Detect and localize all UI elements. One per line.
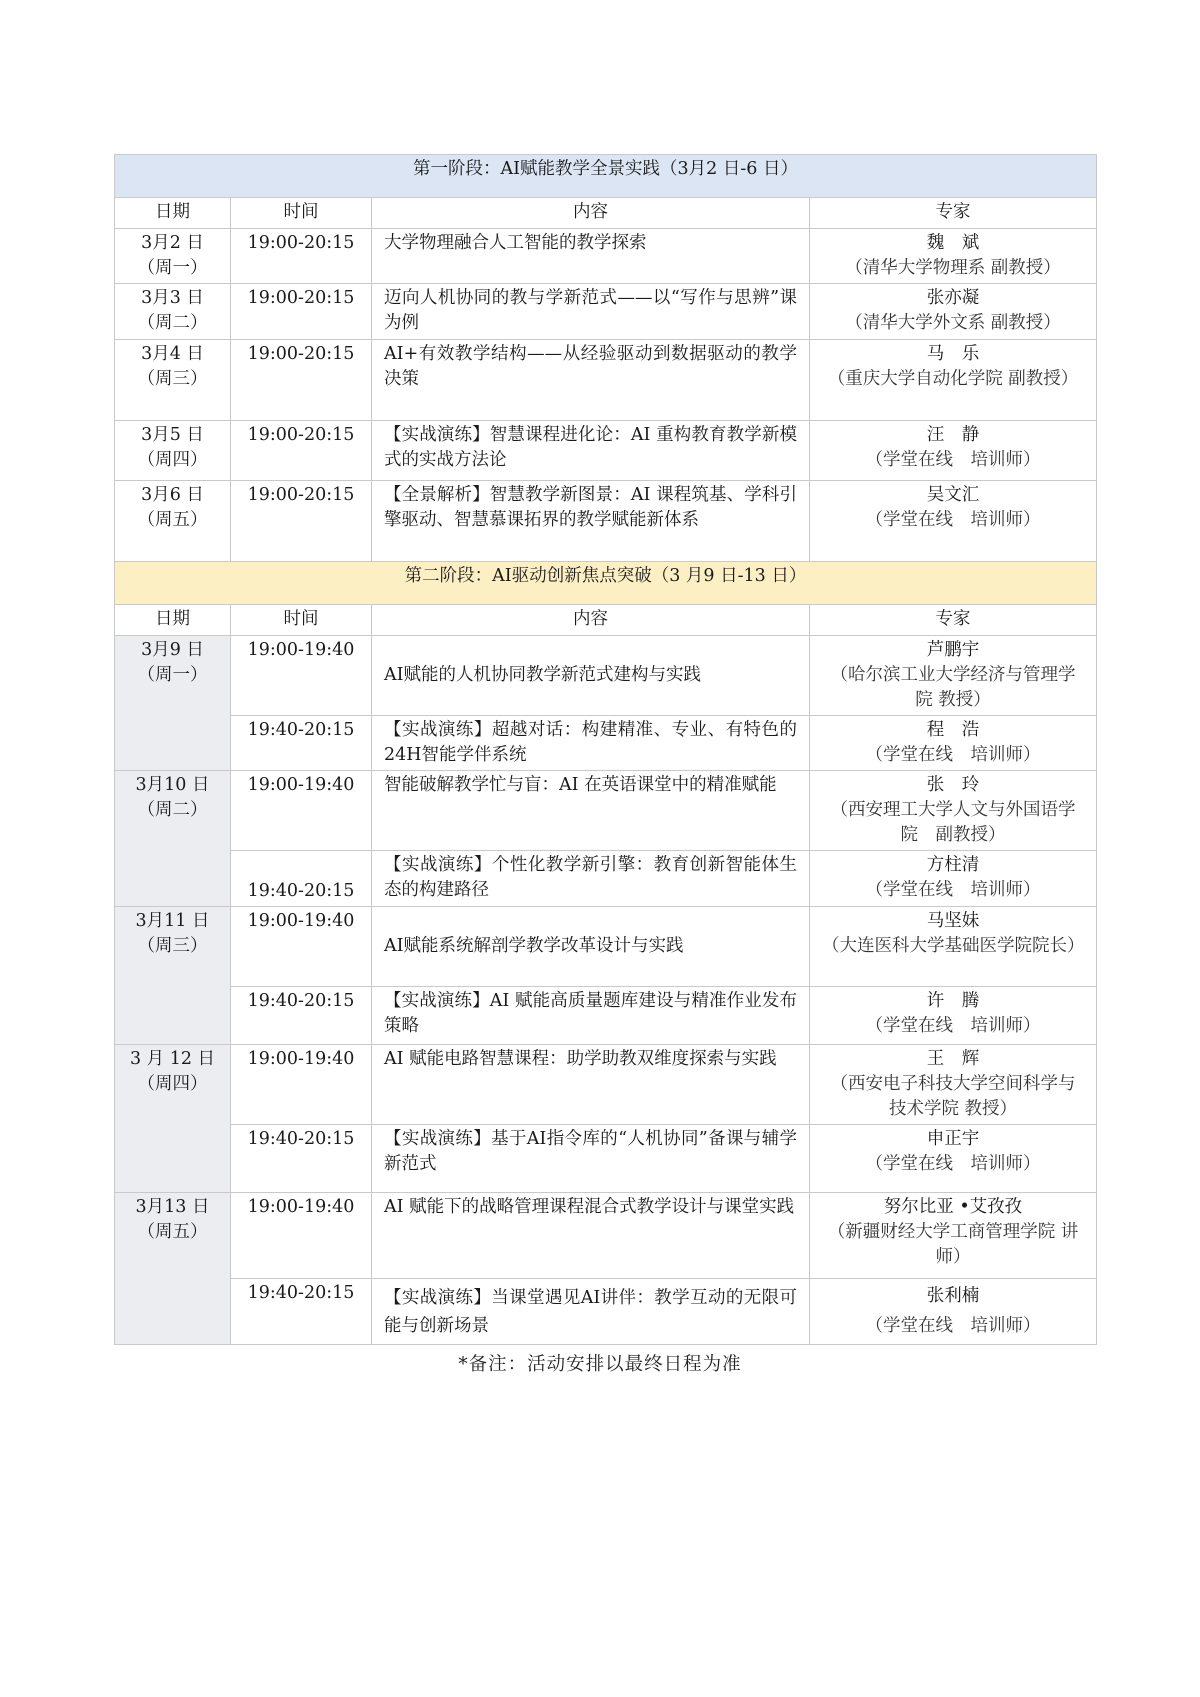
expert-org: （学堂在线 培训师） [865,510,1041,530]
expert-cell [810,1125,1097,1193]
expert-cell [810,481,1097,562]
time-cell: 19:00-20:15 [231,284,372,340]
expert-name: 芦鹏宇 [926,640,980,660]
content-cell: 【实战演练】当课堂遇见AI讲伴：教学互动的无限可能与创新场景 [372,1279,810,1345]
content-cell: 【实战演练】AI 赋能高质量题库建设与精准作业发布策略 [372,987,810,1045]
expert-name: 魏 斌 [926,233,980,253]
content-cell: 智能破解教学忙与盲：AI 在英语课堂中的精准赋能 [372,771,810,851]
expert-name: 汪 静 [926,425,980,445]
content-cell: 迈向人机协同的教与学新范式——以“写作与思辨”课为例 [372,284,810,340]
column-header-date: 日期 [115,198,231,229]
time-cell: 19:00-20:15 [231,340,372,421]
table-row [115,481,1097,562]
time-cell: 19:40-20:15 [231,1279,372,1345]
date-cell [115,1193,231,1345]
date-text: 3月4 日 [141,344,204,364]
table-row [115,987,1097,1045]
expert-name: 马坚妹 [926,911,980,931]
table-row [115,421,1097,481]
expert-cell [810,716,1097,771]
weekday-text: （周二） [137,313,208,333]
date-cell [115,907,231,1045]
weekday-text: （周一） [137,665,208,685]
expert-org: （学堂在线 培训师） [865,1016,1041,1036]
expert-org: （清华大学物理系 副教授） [845,258,1061,278]
expert-org: （学堂在线 培训师） [865,745,1041,765]
column-header-time: 时间 [231,198,372,229]
column-header-row [115,605,1097,636]
expert-org: （学堂在线 培训师） [865,450,1041,470]
expert-name: 张利楠 [926,1286,980,1306]
date-text: 3月13 日 [135,1197,210,1217]
table-row [115,229,1097,284]
expert-name: 申正宇 [926,1129,980,1149]
expert-cell [810,229,1097,284]
stage-title: 第二阶段：AI驱动创新焦点突破（3 月9 日-13 日） [115,562,1097,605]
time-cell: 19:40-20:15 [231,1125,372,1193]
stage-header-row [115,155,1097,198]
date-text: 3月11 日 [135,911,210,931]
date-text: 3月9 日 [141,640,204,660]
weekday-text: （周三） [137,369,208,389]
expert-cell [810,851,1097,907]
table-row [115,907,1097,987]
time-cell: 19:00-20:15 [231,421,372,481]
column-header-date: 日期 [115,605,231,636]
schedule-table [114,154,1097,1345]
column-header-row [115,198,1097,229]
expert-cell [810,1193,1097,1279]
stage-title: 第一阶段：AI赋能教学全景实践（3月2 日-6 日） [115,155,1097,198]
stage-header-row [115,562,1097,605]
expert-org: （学堂在线 培训师） [865,1316,1041,1336]
time-cell: 19:00-19:40 [231,907,372,987]
expert-name: 吴文汇 [926,485,980,505]
weekday-text: （周五） [137,510,208,530]
expert-cell [810,421,1097,481]
column-header-content: 内容 [372,605,810,636]
time-cell: 19:00-19:40 [231,1193,372,1279]
table-row [115,716,1097,771]
expert-cell [810,1045,1097,1125]
content-cell: AI 赋能电路智慧课程：助学助教双维度探索与实践 [372,1045,810,1125]
expert-org: （西安理工大学人文与外国语学院 副教授） [830,800,1076,845]
expert-org: （大连医科大学基础医学院院长） [822,936,1085,956]
expert-org: （清华大学外文系 副教授） [845,313,1061,333]
date-text: 3月3 日 [141,288,204,308]
date-text: 3月6 日 [141,485,204,505]
date-cell [115,229,231,284]
table-row [115,771,1097,851]
date-cell [115,481,231,562]
weekday-text: （周四） [137,1074,208,1094]
expert-org: （重庆大学自动化学院 副教授） [827,369,1079,389]
time-cell: 19:00-20:15 [231,229,372,284]
date-cell [115,340,231,421]
weekday-text: （周五） [137,1222,208,1242]
time-cell: 19:00-20:15 [231,481,372,562]
expert-name: 张亦凝 [926,288,980,308]
content-cell: AI+有效教学结构——从经验驱动到数据驱动的教学决策 [372,340,810,421]
expert-cell [810,340,1097,421]
time-cell: 19:00-19:40 [231,771,372,851]
expert-name: 程 浩 [926,720,980,740]
expert-cell [810,1279,1097,1345]
date-text: 3月2 日 [141,233,204,253]
time-cell: 19:00-19:40 [231,636,372,716]
expert-org: （哈尔滨工业大学经济与管理学院 教授） [830,665,1076,710]
expert-name: 努尔比亚 •艾孜孜 [883,1197,1023,1217]
expert-name: 马 乐 [926,344,980,364]
date-cell [115,421,231,481]
expert-org: （西安电子科技大学空间科学与技术学院 教授） [830,1074,1076,1119]
expert-org: （学堂在线 培训师） [865,880,1041,900]
expert-cell [810,987,1097,1045]
content-cell: AI赋能的人机协同教学新范式建构与实践 [372,636,810,716]
weekday-text: （周二） [137,800,208,820]
expert-name: 方柱清 [926,855,980,875]
expert-name: 许 腾 [926,991,980,1011]
date-text: 3月5 日 [141,425,204,445]
expert-org: （新疆财经大学工商管理学院 讲师） [827,1222,1079,1267]
column-header-expert: 专家 [810,605,1097,636]
time-cell: 19:40-20:15 [231,987,372,1045]
column-header-time: 时间 [231,605,372,636]
weekday-text: （周四） [137,450,208,470]
content-cell: AI赋能系统解剖学教学改革设计与实践 [372,907,810,987]
time-cell: 19:40-20:15 [231,716,372,771]
table-row [115,284,1097,340]
expert-cell [810,284,1097,340]
content-cell: 【实战演练】超越对话：构建精准、专业、有特色的24H智能学伴系统 [372,716,810,771]
content-cell: 【实战演练】个性化教学新引擎：教育创新智能体生态的构建路径 [372,851,810,907]
date-text: 3月10 日 [135,775,210,795]
table-row [115,851,1097,907]
date-cell [115,1045,231,1193]
time-cell: 19:00-19:40 [231,1045,372,1125]
time-cell: 19:40-20:15 [231,851,372,907]
column-header-content: 内容 [372,198,810,229]
content-cell: 【实战演练】基于AI指令库的“人机协同”备课与辅学新范式 [372,1125,810,1193]
table-row [115,1279,1097,1345]
table-row [115,1193,1097,1279]
content-cell: 【全景解析】智慧教学新图景：AI 课程筑基、学科引擎驱动、智慧慕课拓界的教学赋能新体系 [372,481,810,562]
table-row [115,340,1097,421]
table-row [115,1045,1097,1125]
content-cell: 大学物理融合人工智能的教学探索 [372,229,810,284]
expert-name: 王 辉 [926,1049,980,1069]
table-row [115,1125,1097,1193]
expert-cell [810,636,1097,716]
content-cell: AI 赋能下的战略管理课程混合式教学设计与课堂实践 [372,1193,810,1279]
footnote: *备注：活动安排以最终日程为准 [458,1354,742,1375]
content-cell: 【实战演练】智慧课程进化论：AI 重构教育教学新模式的实战方法论 [372,421,810,481]
table-row [115,636,1097,716]
date-text: 3 月 12 日 [129,1049,216,1069]
expert-name: 张 玲 [926,775,980,795]
date-cell [115,284,231,340]
expert-cell [810,907,1097,987]
column-header-expert: 专家 [810,198,1097,229]
weekday-text: （周一） [137,258,208,278]
weekday-text: （周三） [137,936,208,956]
date-cell [115,771,231,907]
expert-org: （学堂在线 培训师） [865,1154,1041,1174]
date-cell [115,636,231,771]
expert-cell [810,771,1097,851]
